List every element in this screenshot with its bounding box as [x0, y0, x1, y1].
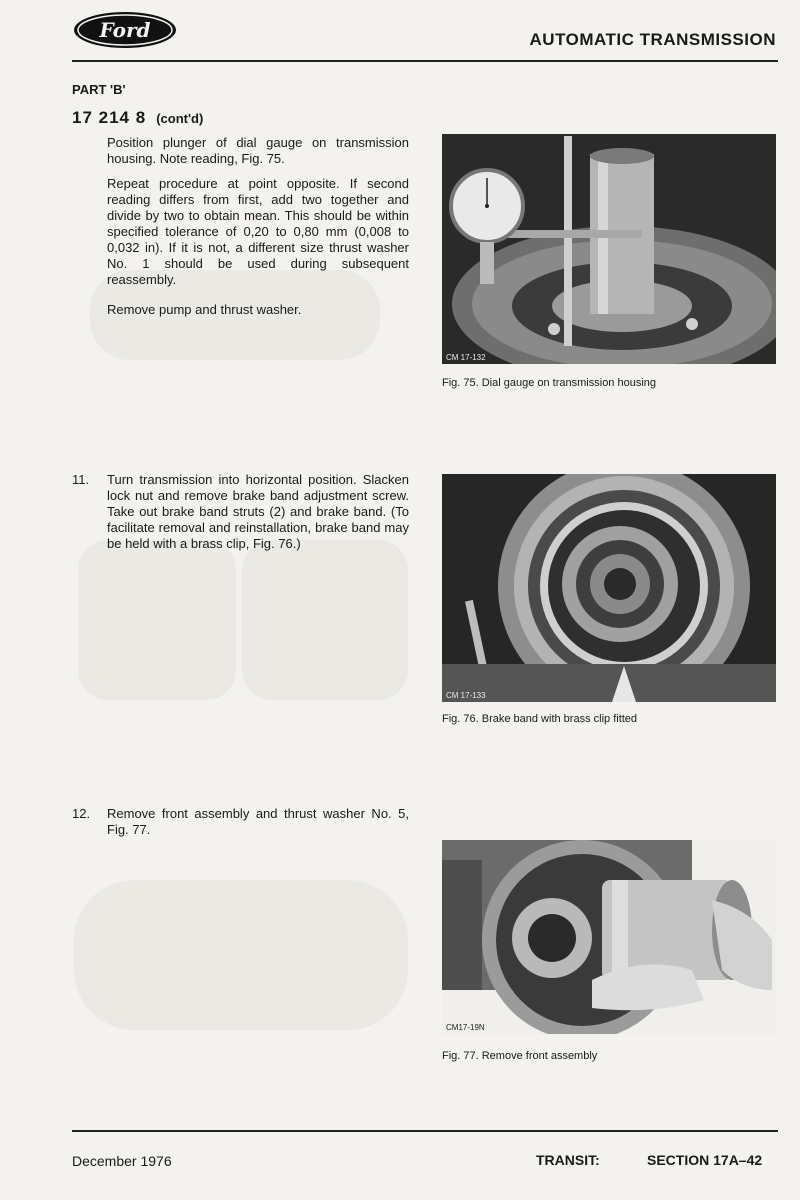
footer-model: TRANSIT:: [536, 1152, 600, 1168]
figure-reference: CM17-19N: [446, 1023, 485, 1032]
intro-text: [107, 135, 409, 327]
part-label: PART 'B': [72, 82, 126, 97]
ford-logo: [72, 10, 178, 50]
step-number: 12.: [72, 806, 91, 821]
operation-continued: (cont'd): [156, 111, 204, 126]
operation-heading: [72, 108, 203, 128]
paragraph: Repeat procedure at point opposite. If second reading differs from first, add two together and divide by two to obtain mean. This should be within specified tolerance of 0,20 to 0,80 mm (0,008 to 0,032 in). If it is not, a different size thrust washer No. 1 should be used during subsequent reassembly.: [107, 176, 409, 287]
footer-rule: [72, 1130, 778, 1132]
step-text: Turn transmission into horizontal position. Slacken lock nut and remove brake band adjustment screw. Take out brake band struts (2) and brake band. (To facilitate removal and reinstallation, brake band may be held with a brass clip, Fig. 76.): [107, 472, 409, 551]
figure-75-caption: Fig. 75. Dial gauge on transmission housing: [442, 377, 657, 389]
figure-75-photo: [442, 134, 776, 364]
step-12: [72, 806, 409, 838]
figure-76-caption: Fig. 76. Brake band with brass clip fitted: [442, 713, 638, 725]
paragraph: Remove pump and thrust washer.: [107, 302, 302, 317]
step-11: [72, 472, 409, 552]
figure-77-caption: Fig. 77. Remove front assembly: [442, 1050, 598, 1062]
paragraph: Position plunger of dial gauge on transmission housing. Note reading, Fig. 75.: [107, 135, 409, 166]
bleed-through-shape: [242, 540, 408, 700]
ford-logo-text: Ford: [99, 18, 151, 42]
figure-77-photo: [442, 840, 776, 1034]
footer-section: SECTION 17A–42: [647, 1152, 763, 1168]
operation-code: 17 214 8: [72, 108, 147, 127]
page-header-title: AUTOMATIC TRANSMISSION: [529, 30, 776, 49]
figure-76-photo: [442, 474, 776, 702]
figure-reference: CM 17-132: [446, 353, 486, 362]
step-number: 11.: [72, 472, 90, 487]
bleed-through-shape: [74, 880, 408, 1030]
figure-reference: CM 17-133: [446, 691, 486, 700]
footer-date: December 1976: [72, 1153, 172, 1169]
bleed-through-shape: [78, 540, 236, 700]
header-rule: [72, 60, 778, 62]
step-text: Remove front assembly and thrust washer No. 5, Fig. 77.: [107, 806, 409, 837]
